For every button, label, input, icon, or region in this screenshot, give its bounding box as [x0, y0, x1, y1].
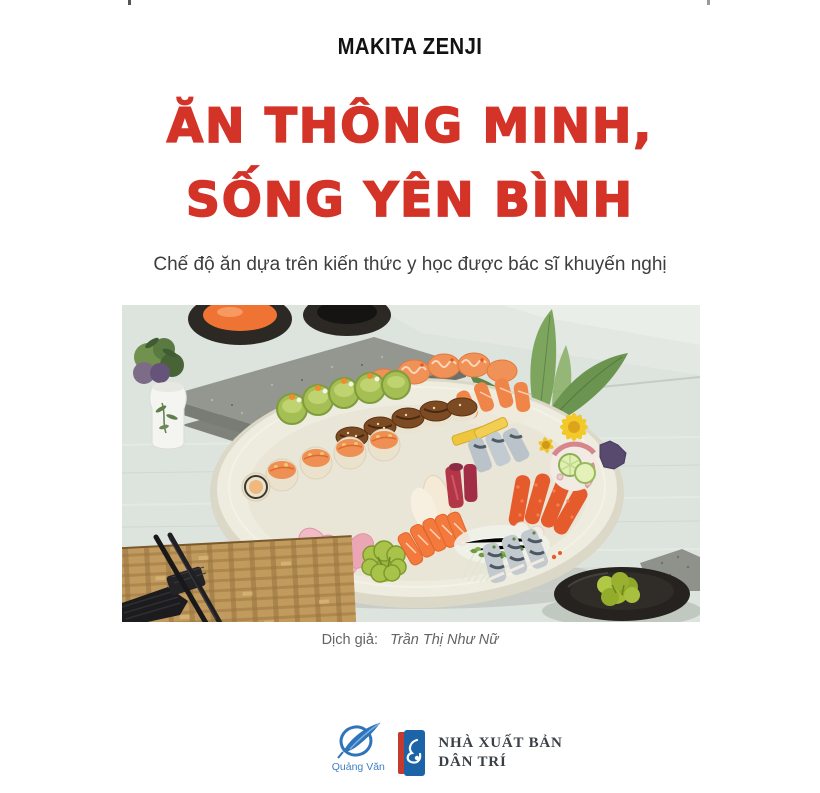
title-line-1: ĂN THÔNG MINH, [166, 99, 654, 154]
top-edge-artifact-left [128, 0, 131, 5]
publisher-name-line1: NHÀ XUẤT BẢN [438, 735, 563, 751]
cover-photo [122, 305, 700, 622]
publisher-name-line2: DÂN TRÍ [438, 753, 507, 770]
quangvan-feather-icon [334, 722, 382, 760]
translator-name: Trần Thị Như Nữ [390, 632, 499, 648]
sushi-platter-illustration [122, 305, 700, 622]
translator-line [0, 632, 820, 648]
publisher-name [438, 734, 562, 771]
dantri-book-icon [398, 730, 425, 776]
book-title [0, 90, 820, 238]
author-name: MAKITA ZENJI [337, 33, 483, 59]
subtitle: Chế độ ăn dựa trên kiến thức y học được bác sĩ khuyến nghị [153, 254, 667, 275]
publisher-row [37, 722, 820, 776]
translator-label: Dịch giả: [321, 632, 378, 648]
octopus-lime [550, 443, 598, 491]
quangvan-logo [331, 722, 385, 773]
top-edge-artifact-right [707, 0, 710, 5]
quangvan-label: Quảng Văn [331, 761, 385, 773]
title-line-2: SỐNG YÊN BÌNH [186, 173, 634, 228]
